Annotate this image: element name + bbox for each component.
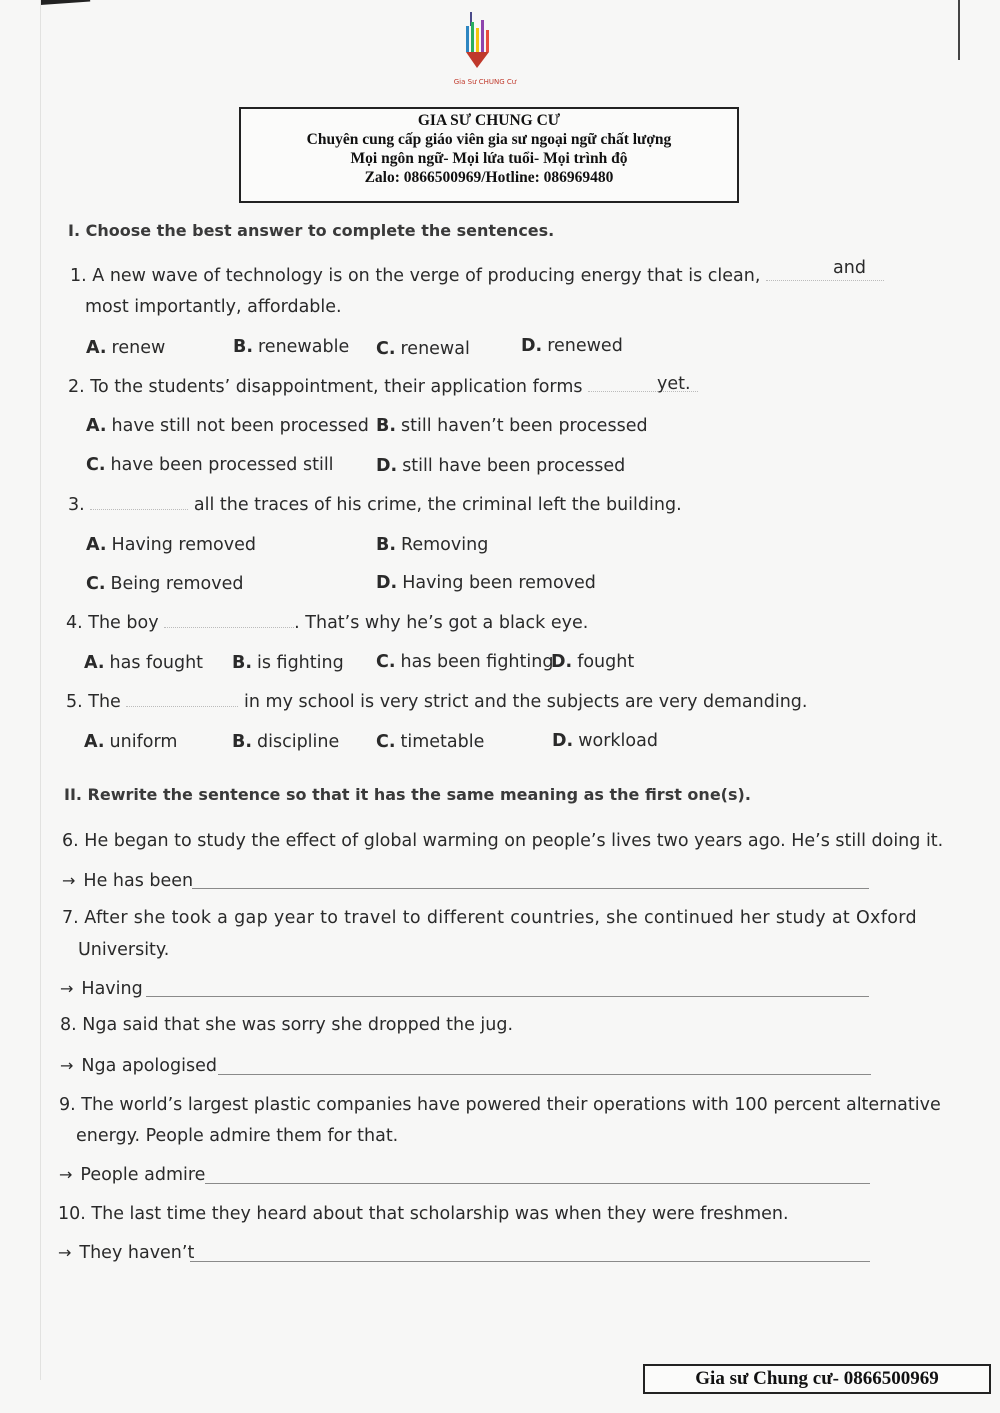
question-9: 9. The world’s largest plastic companies have powered their operations with 100 percent alternative [59, 1095, 941, 1115]
option-b[interactable]: B. Removing [376, 535, 489, 555]
scan-edge-left [40, 0, 41, 1380]
answer-blank [126, 705, 238, 707]
scan-edge-right [958, 0, 960, 60]
option-d[interactable]: D. workload [552, 731, 658, 751]
rewrite-prompt-8: → Nga apologised [60, 1056, 217, 1076]
rewrite-prompt-6: → He has been [62, 871, 194, 891]
option-d[interactable]: D. Having been removed [376, 573, 596, 593]
question-1-line2: most importantly, affordable. [85, 297, 342, 317]
question-7-line2: University. [78, 940, 170, 960]
question-2: 2. To the students’ disappointment, their application forms [68, 377, 698, 397]
question-number: 1. [70, 266, 87, 286]
question-1 [70, 266, 884, 286]
answer-line-8[interactable] [218, 1073, 871, 1075]
scan-corner-mark [40, 0, 90, 5]
question-text: A new wave of technology is on the verge of producing energy that is clean, [92, 266, 761, 286]
option-b[interactable]: B. discipline [232, 732, 340, 752]
answer-blank [766, 279, 884, 281]
answer-line-7[interactable] [146, 995, 869, 997]
option-c[interactable]: C. timetable [376, 732, 485, 752]
option-a[interactable]: A. uniform [84, 732, 178, 752]
option-c[interactable]: C. renewal [376, 339, 470, 359]
header-line-2: Mọi ngôn ngữ- Mọi lứa tuổi- Mọi trình độ [350, 150, 628, 167]
option-a[interactable]: A. have still not been processed [86, 416, 369, 436]
question-2-cont: yet. [657, 374, 691, 394]
option-c[interactable]: C. has been fighting [376, 652, 554, 672]
option-d[interactable]: D. fought [551, 652, 635, 672]
option-b[interactable]: B. renewable [233, 337, 350, 357]
arrow-right-icon: → [62, 871, 76, 890]
option-a[interactable]: A. Having removed [86, 535, 256, 555]
option-b[interactable]: B. still haven’t been processed [376, 416, 648, 436]
question-5: 5. The in my school is very strict and the subjects are very demanding. [66, 692, 808, 712]
option-a[interactable]: A. has fought [84, 653, 204, 673]
logo-caption: Gia Sư CHUNG Cư [453, 78, 517, 86]
header-box [239, 107, 739, 203]
option-c[interactable]: C. have been processed still [86, 455, 334, 475]
header-line-1: Chuyên cung cấp giáo viên gia sư ngoại ngữ chất lượng [306, 131, 672, 148]
arrow-right-icon: → [60, 979, 74, 998]
arrow-right-icon: → [59, 1165, 73, 1184]
answer-line-6[interactable] [192, 887, 869, 889]
question-3: 3. all the traces of his crime, the criminal left the building. [68, 495, 682, 515]
footer-box: Gia sư Chung cư- 0866500969 [643, 1364, 991, 1394]
option-b[interactable]: B. is fighting [232, 653, 344, 673]
question-1-cont: and [833, 258, 866, 278]
option-c[interactable]: C. Being removed [86, 574, 244, 594]
answer-line-9[interactable] [205, 1182, 870, 1184]
rewrite-prompt-7: → Having [60, 979, 143, 999]
question-8: 8. Nga said that she was sorry she dropped the jug. [60, 1015, 514, 1035]
section-1-title: I. Choose the best answer to complete the sentences. [68, 221, 555, 240]
rewrite-prompt-9: → People admire [59, 1165, 206, 1185]
answer-line-10[interactable] [190, 1260, 870, 1262]
header-title: GIA SƯ CHUNG CƯ [417, 112, 561, 129]
question-7: 7. After she took a gap year to travel to different countries, she continued her study at Oxford [62, 908, 917, 928]
rewrite-prompt-10: → They haven’t [58, 1243, 195, 1263]
option-d[interactable]: D. renewed [521, 336, 623, 356]
option-d[interactable]: D. still have been processed [376, 456, 626, 476]
arrow-right-icon: → [58, 1243, 72, 1262]
section-2-title: II. Rewrite the sentence so that it has the same meaning as the first one(s). [64, 785, 751, 804]
option-a[interactable]: A. renew [86, 338, 166, 358]
answer-blank [164, 626, 294, 628]
question-4: 4. The boy . That’s why he’s got a black eye. [66, 613, 589, 633]
answer-blank [90, 508, 188, 510]
header-line-3: Zalo: 0866500969/Hotline: 086969480 [364, 169, 614, 186]
arrow-right-icon: → [60, 1056, 74, 1075]
pencil-logo-icon [462, 12, 492, 76]
question-6: 6. He began to study the effect of global warming on people’s lives two years ago. He’s still doing it. [62, 831, 944, 851]
question-9-line2: energy. People admire them for that. [76, 1126, 399, 1146]
question-10: 10. The last time they heard about that scholarship was when they were freshmen. [58, 1204, 789, 1224]
